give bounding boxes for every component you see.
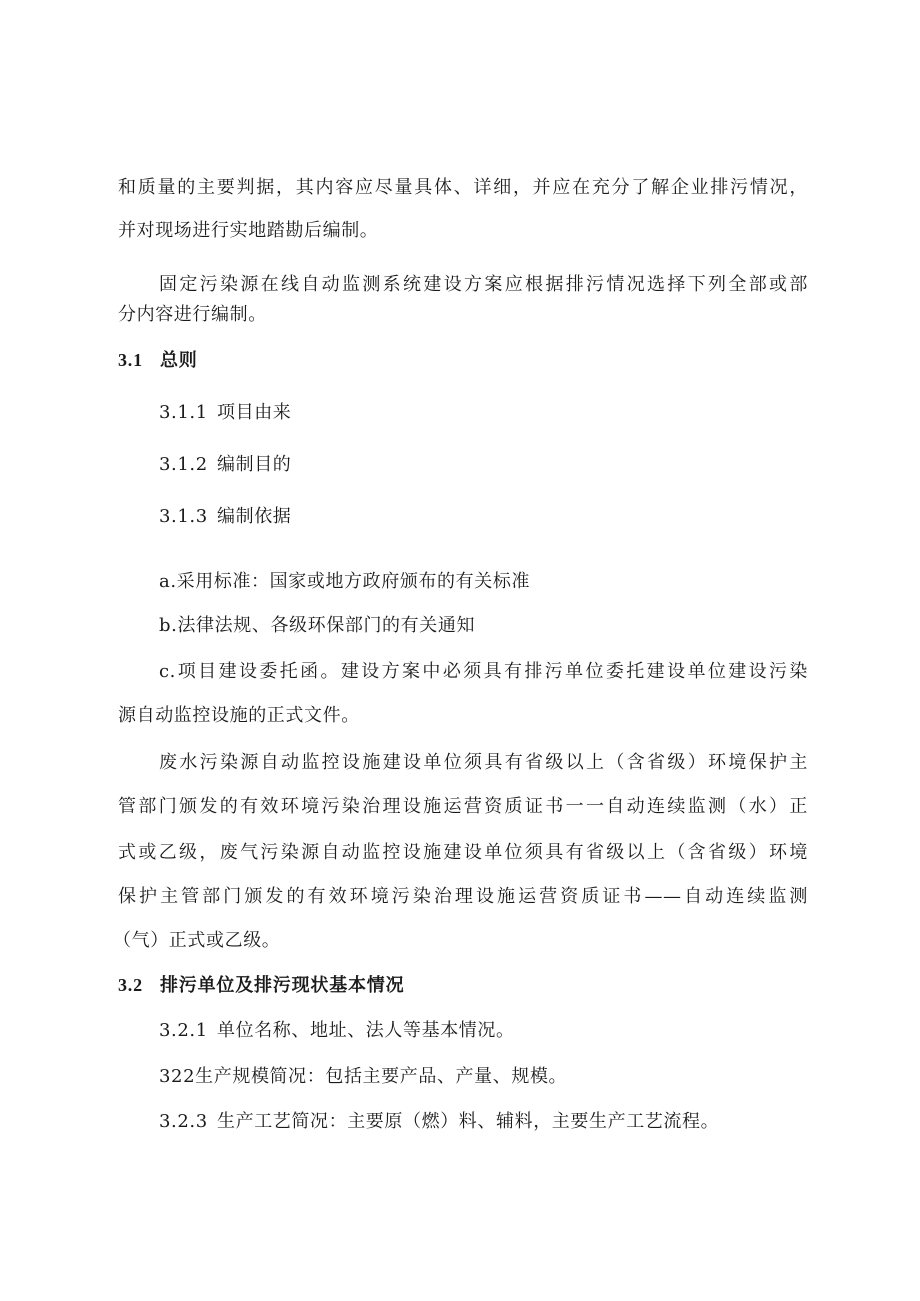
paragraph-line: 式或乙级，废气污染源自动监控设施建设单位须具有省级以上（含省级）环境: [118, 842, 808, 863]
subsection-number: 3.2.1: [159, 1020, 208, 1041]
section-title: 排污单位及排污现状基本情况: [160, 975, 405, 996]
section-title: 总则: [160, 350, 198, 371]
list-item-c-continued: 源自动监控设施的正式文件。: [118, 705, 360, 726]
subsection-number: 3.1.1: [159, 402, 208, 423]
subsection-number: 3.2.3: [159, 1111, 208, 1132]
subsection-item: [159, 401, 291, 425]
paragraph-line: 管部门颁发的有效环境污染治理设施运营资质证书一一自动连续监测（水）正: [118, 796, 808, 817]
subsection-label: 单位名称、地址、法人等基本情况。: [217, 1020, 515, 1041]
section-number: 3.2: [118, 975, 143, 995]
subsection-label: 生产工艺简况：主要原（燃）料、辅料，主要生产工艺流程。: [217, 1111, 720, 1132]
subsection-label: 编制目的: [217, 454, 292, 475]
paragraph-line: 固定污染源在线自动监测系统建设方案应根据排污情况选择下列全部或部: [159, 274, 808, 295]
subsection-item: [159, 1019, 515, 1043]
paragraph-line: 并对现场进行实地踏勘后编制。: [118, 220, 379, 241]
list-item-b: b.法律法规、各级环保部门的有关通知: [159, 615, 476, 636]
subsection-label: 编制依据: [217, 506, 292, 527]
subsection-number: 3.1.2: [159, 454, 208, 475]
subsection-item: [159, 453, 291, 477]
subsection-item: 322生产规模简况：包括主要产品、产量、规模。: [159, 1066, 568, 1087]
section-number: 3.1: [118, 350, 143, 370]
paragraph-line: （气）正式或乙级。: [113, 930, 281, 951]
subsection-item: [159, 505, 291, 529]
list-item-c: c.项目建设委托函。建设方案中必须具有排污单位委托建设单位建设污染: [159, 661, 808, 682]
paragraph-line: 分内容进行编制。: [118, 304, 267, 325]
paragraph-line: 保护主管部门颁发的有效环境污染治理设施运营资质证书——自动连续监测: [118, 886, 808, 907]
paragraph-line: 废水污染源自动监控设施建设单位须具有省级以上（含省级）环境保护主: [159, 752, 808, 773]
subsection-item: [159, 1110, 719, 1134]
section-heading-3-2: [118, 973, 404, 998]
paragraph-line: 和质量的主要判据，其内容应尽量具体、详细，并应在充分了解企业排污情况，: [118, 177, 808, 198]
list-item-a: a.采用标准：国家或地方政府颁布的有关标准: [159, 571, 531, 592]
subsection-number: 3.1.3: [159, 506, 208, 527]
section-heading-3-1: [118, 348, 198, 373]
subsection-label: 项目由来: [217, 402, 292, 423]
